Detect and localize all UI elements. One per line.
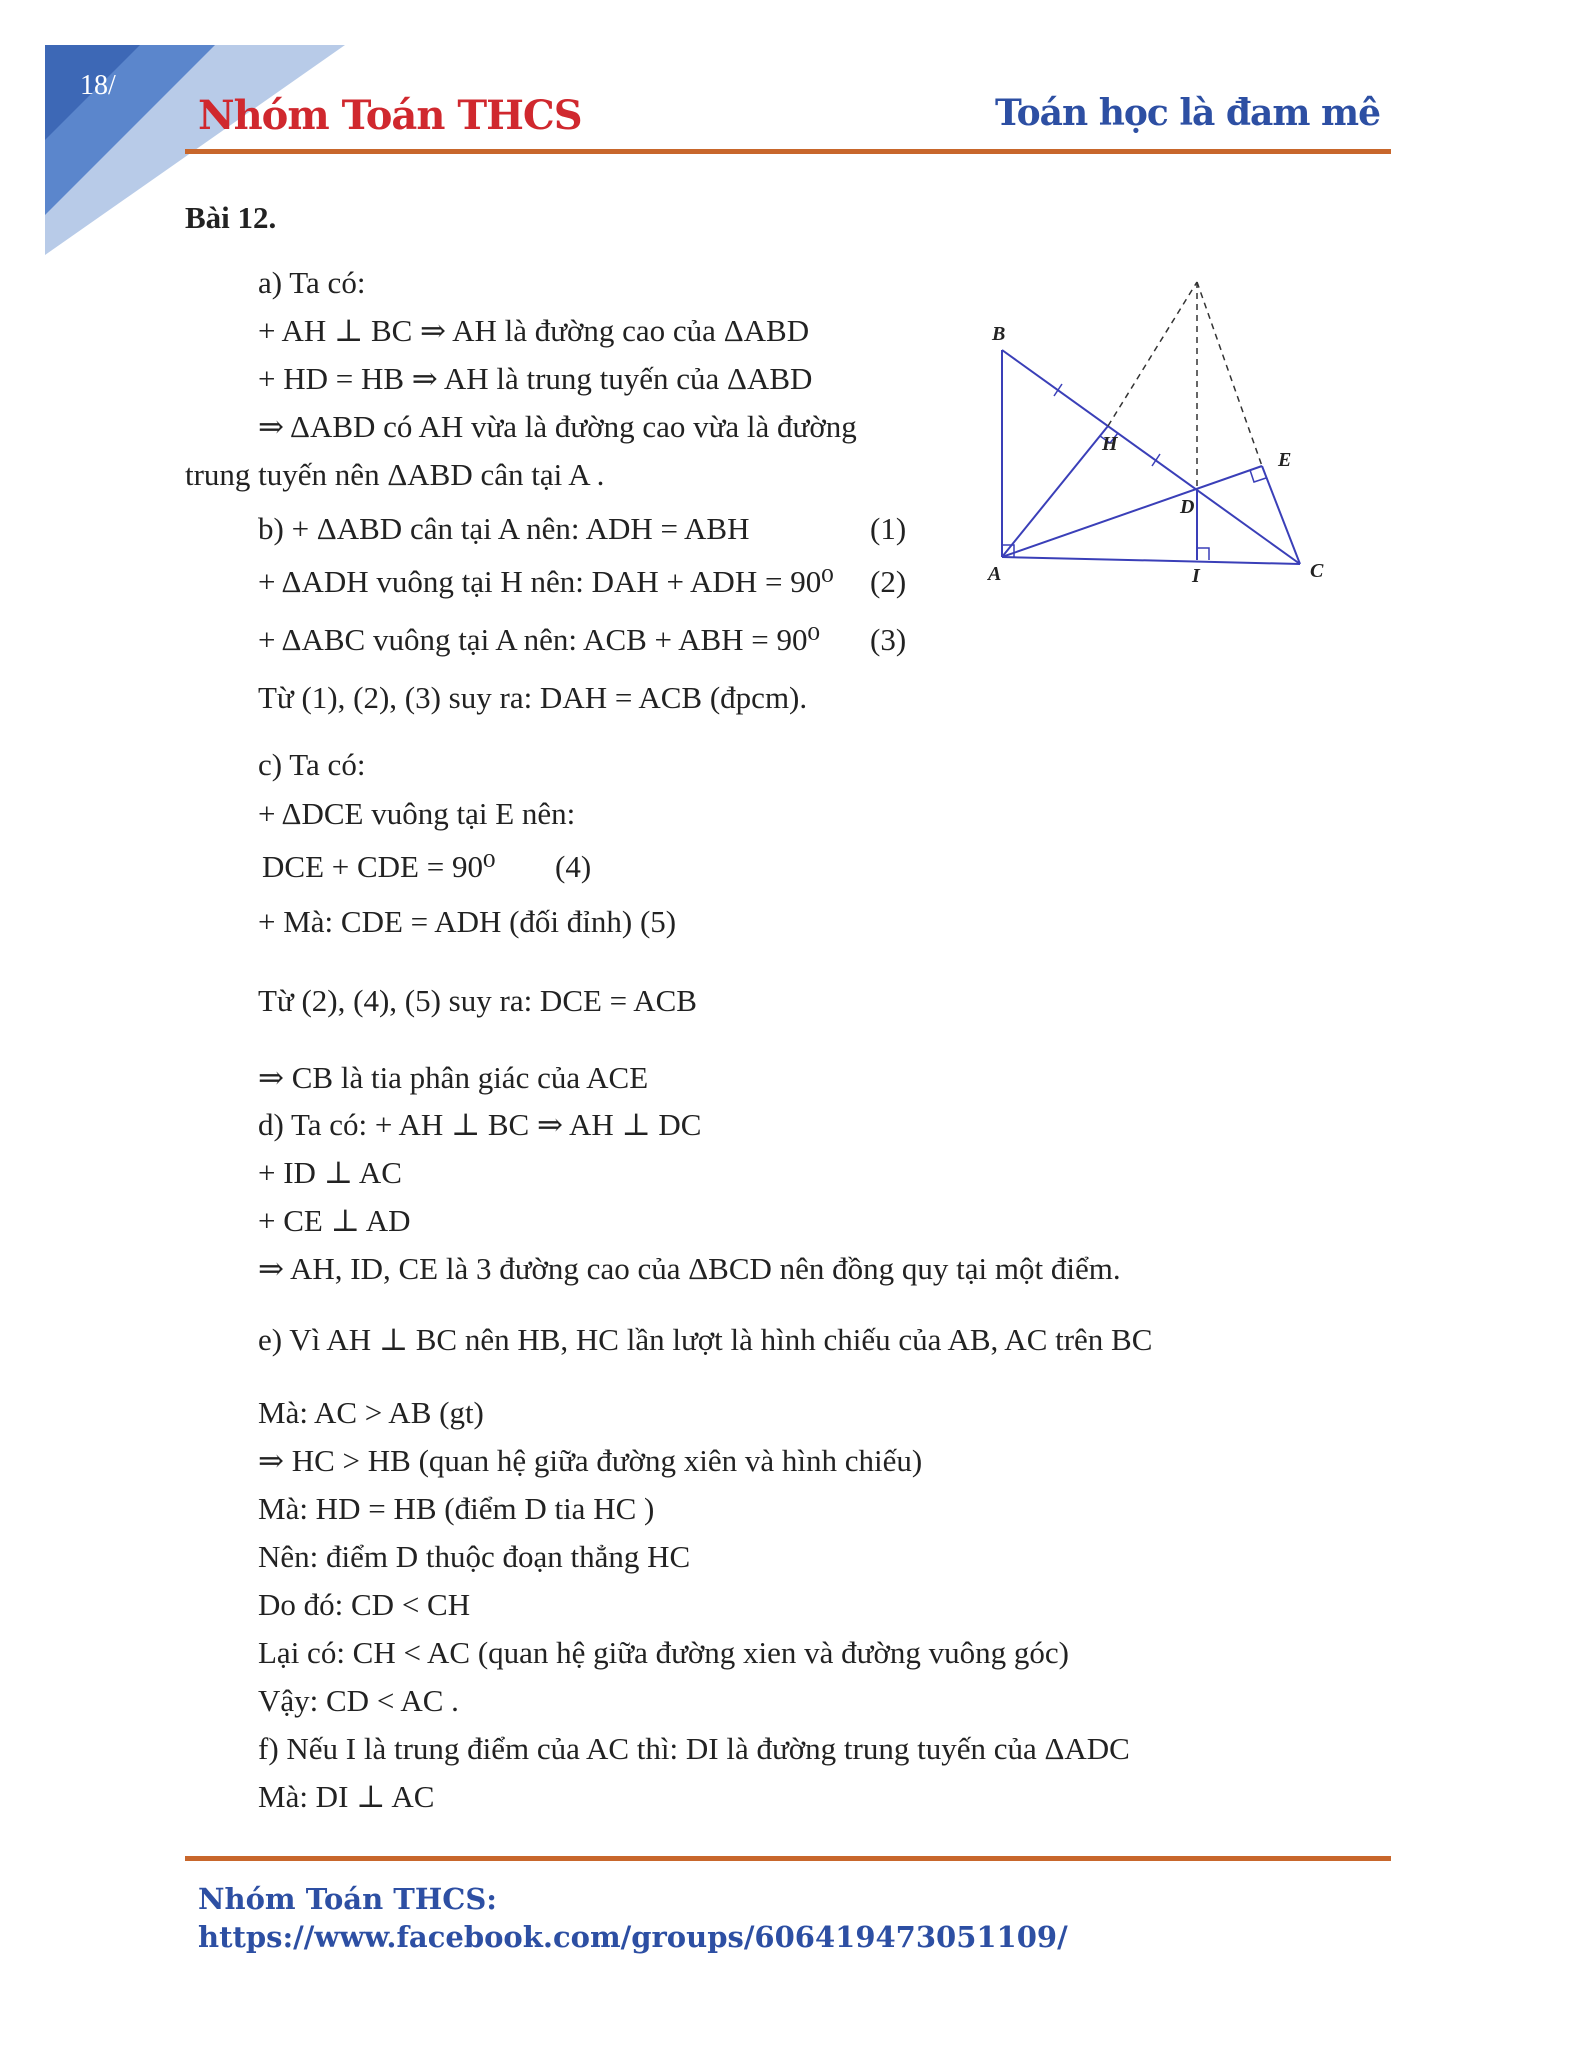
label-b: B <box>992 323 1006 345</box>
tick-bh <box>1054 384 1062 396</box>
label-e: E <box>1278 449 1292 471</box>
line-d2: + ID ⊥ AC <box>258 1155 402 1190</box>
exercise-title: Bài 12. <box>185 200 277 235</box>
page-number: 18/ <box>80 70 116 101</box>
header-right-title: Toán học là đam mê <box>995 92 1380 134</box>
line-c2: DCE + CDE = 90⁰ <box>262 849 496 884</box>
line-c5: ⇒ CB là tia phân giác của ACE <box>258 1060 649 1095</box>
footer-group-name: Nhóm Toán THCS: <box>198 1882 497 1916</box>
line-e8: Vậy: CD < AC . <box>258 1683 459 1718</box>
segment-ae <box>1002 466 1262 557</box>
segment-ah <box>1002 426 1108 557</box>
footer-rule <box>185 1856 1391 1861</box>
segment-bc <box>1002 350 1300 564</box>
line-e4: Mà: HD = HB (điểm D tia HC ) <box>258 1491 655 1526</box>
line-f1: f) Nếu I là trung điểm của AC thì: DI là đường trung tuyến của ΔADC <box>258 1731 1130 1766</box>
line-e7: Lại có: CH < AC (quan hệ giữa đường xien và đường vuông góc) <box>258 1635 1069 1670</box>
line-c0: c) Ta có: <box>258 747 366 782</box>
line-e1: e) Vì AH ⊥ BC nên HB, HC lần lượt là hình chiếu của AB, AC trên BC <box>258 1322 1153 1357</box>
line-d3: + CE ⊥ AD <box>258 1203 411 1238</box>
eq-number-2: (2) <box>870 564 907 599</box>
line-d4: ⇒ AH, ID, CE là 3 đường cao của ΔBCD nên đồng quy tại một điểm. <box>258 1251 1121 1286</box>
label-h: H <box>1102 433 1118 455</box>
line-e5: Nên: điểm D thuộc đoạn thẳng HC <box>258 1539 691 1574</box>
right-angle-i <box>1197 548 1209 560</box>
line-b1: b) + ΔABD cân tại A nên: ADH = ABH <box>258 511 750 546</box>
tick-hd <box>1152 454 1160 466</box>
line-a1: + AH ⊥ BC ⇒ AH là đường cao của ΔABD <box>258 313 810 348</box>
line-a0: a) Ta có: <box>258 265 366 300</box>
label-a: A <box>988 563 1002 585</box>
line-e3: ⇒ HC > HB (quan hệ giữa đường xiên và hình chiếu) <box>258 1443 923 1478</box>
label-i: I <box>1192 565 1200 587</box>
line-e6: Do đó: CD < CH <box>258 1587 471 1622</box>
footer-group-link[interactable]: https://www.facebook.com/groups/606419473051109/ <box>198 1920 1068 1954</box>
geometry-figure <box>960 270 1340 600</box>
eq-number-4: (4) <box>555 849 592 884</box>
header-left-title: Nhóm Toán THCS <box>198 92 582 139</box>
line-c3: + Mà: CDE = ADH (đối đỉnh) (5) <box>258 904 677 939</box>
dashed-apex-e <box>1197 282 1262 466</box>
line-d1: d) Ta có: + AH ⊥ BC ⇒ AH ⊥ DC <box>258 1107 702 1142</box>
label-d: D <box>1180 496 1195 518</box>
eq-number-3: (3) <box>870 622 907 657</box>
line-e2: Mà: AC > AB (gt) <box>258 1395 484 1430</box>
line-a4: trung tuyến nên ΔABD cân tại A . <box>185 457 605 492</box>
line-b2: + ΔADH vuông tại H nên: DAH + ADH = 90⁰ <box>258 564 834 599</box>
line-b3: + ΔABC vuông tại A nên: ACB + ABH = 90⁰ <box>258 622 820 657</box>
line-c1: + ΔDCE vuông tại E nên: <box>258 796 576 831</box>
line-a2: + HD = HB ⇒ AH là trung tuyến của ΔABD <box>258 361 813 396</box>
dashed-h-apex <box>1108 282 1197 426</box>
eq-number-1: (1) <box>870 511 907 546</box>
line-b4: Từ (1), (2), (3) suy ra: DAH = ACB (đpcm). <box>258 680 808 715</box>
line-c4: Từ (2), (4), (5) suy ra: DCE = ACB <box>258 983 697 1018</box>
segment-ac <box>1002 557 1300 564</box>
line-a3: ⇒ ΔABD có AH vừa là đường cao vừa là đường <box>258 409 857 444</box>
line-f2: Mà: DI ⊥ AC <box>258 1779 435 1814</box>
label-c: C <box>1310 560 1324 582</box>
header-rule <box>185 149 1391 154</box>
